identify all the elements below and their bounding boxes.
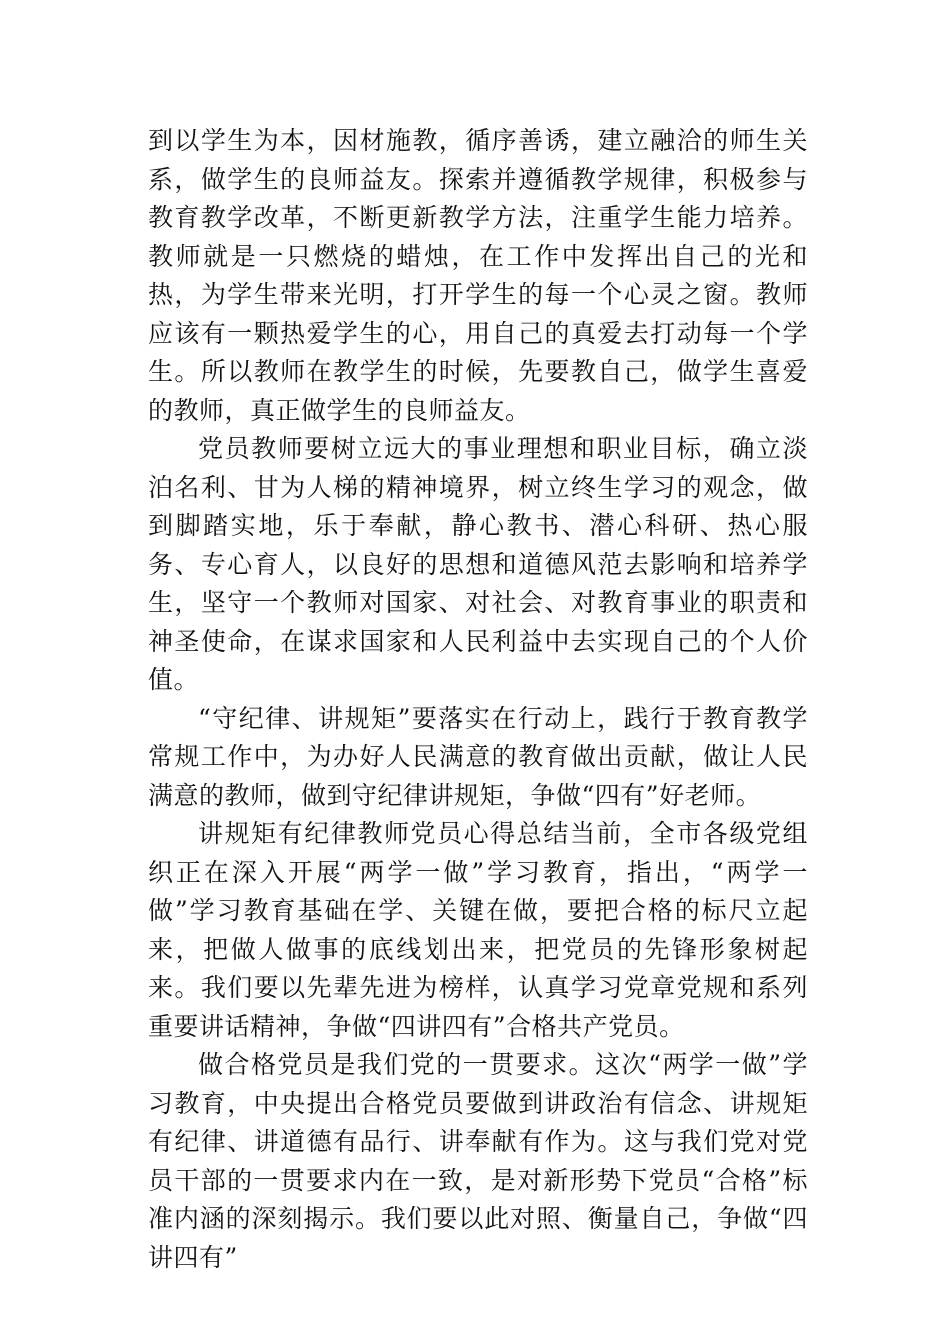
paragraph-2: 党员教师要树立远大的事业理想和职业目标，确立淡泊名利、甘为人梯的精神境界，树立终生学习的观念，做到脚踏实地，乐于奉献，静心教书、潜心科研、热心服务、专心育人，以良好的思想和道德风范去影响和培养学生，坚守一个教师对国家、对社会、对教育事业的职责和神圣使命，在谋求国家和人民利益中去实现自己的个人价值。: [148, 434, 808, 694]
paragraph-4: 讲规矩有纪律教师党员心得总结当前，全市各级党组织正在深入开展“两学一做”学习教育，指出，“两学一做”学习教育基础在学、关键在做，要把合格的标尺立起来，把做人做事的底线划出来，把党员的先锋形象树起来。我们要以先辈先进为榜样，认真学习党章党规和系列重要讲话精神，争做“四讲四有”合格共产党员。: [148, 819, 808, 1041]
paragraph-5: 做合格党员是我们党的一贯要求。这次“两学一做”学习教育，中央提出合格党员要做到讲政治有信念、讲规矩有纪律、讲道德有品行、讲奉献有作为。这与我们党对党员干部的一贯要求内在一致，是对新形势下党员“合格”标准内涵的深刻揭示。我们要以此对照、衡量自己，争做“四讲四有”: [148, 1050, 808, 1272]
paragraph-3: “守纪律、讲规矩”要落实在行动上，践行于教育教学常规工作中，为办好人民满意的教育做出贡献，做让人民满意的教师，做到守纪律讲规矩，争做“四有”好老师。: [148, 703, 808, 810]
paragraph-1: 到以学生为本，因材施教，循序善诱，建立融洽的师生关系，做学生的良师益友。探索并遵循教学规律，积极参与教育教学改革，不断更新教学方法，注重学生能力培养。教师就是一只燃烧的蜡烛，在工作中发挥出自己的光和热，为学生带来光明，打开学生的每一个心灵之窗。教师应该有一颗热爱学生的心，用自己的真爱去打动每一个学生。所以教师在教学生的时候，先要教自己，做学生喜爱的教师，真正做学生的良师益友。: [148, 126, 808, 425]
document-page: [148, 122, 808, 1277]
